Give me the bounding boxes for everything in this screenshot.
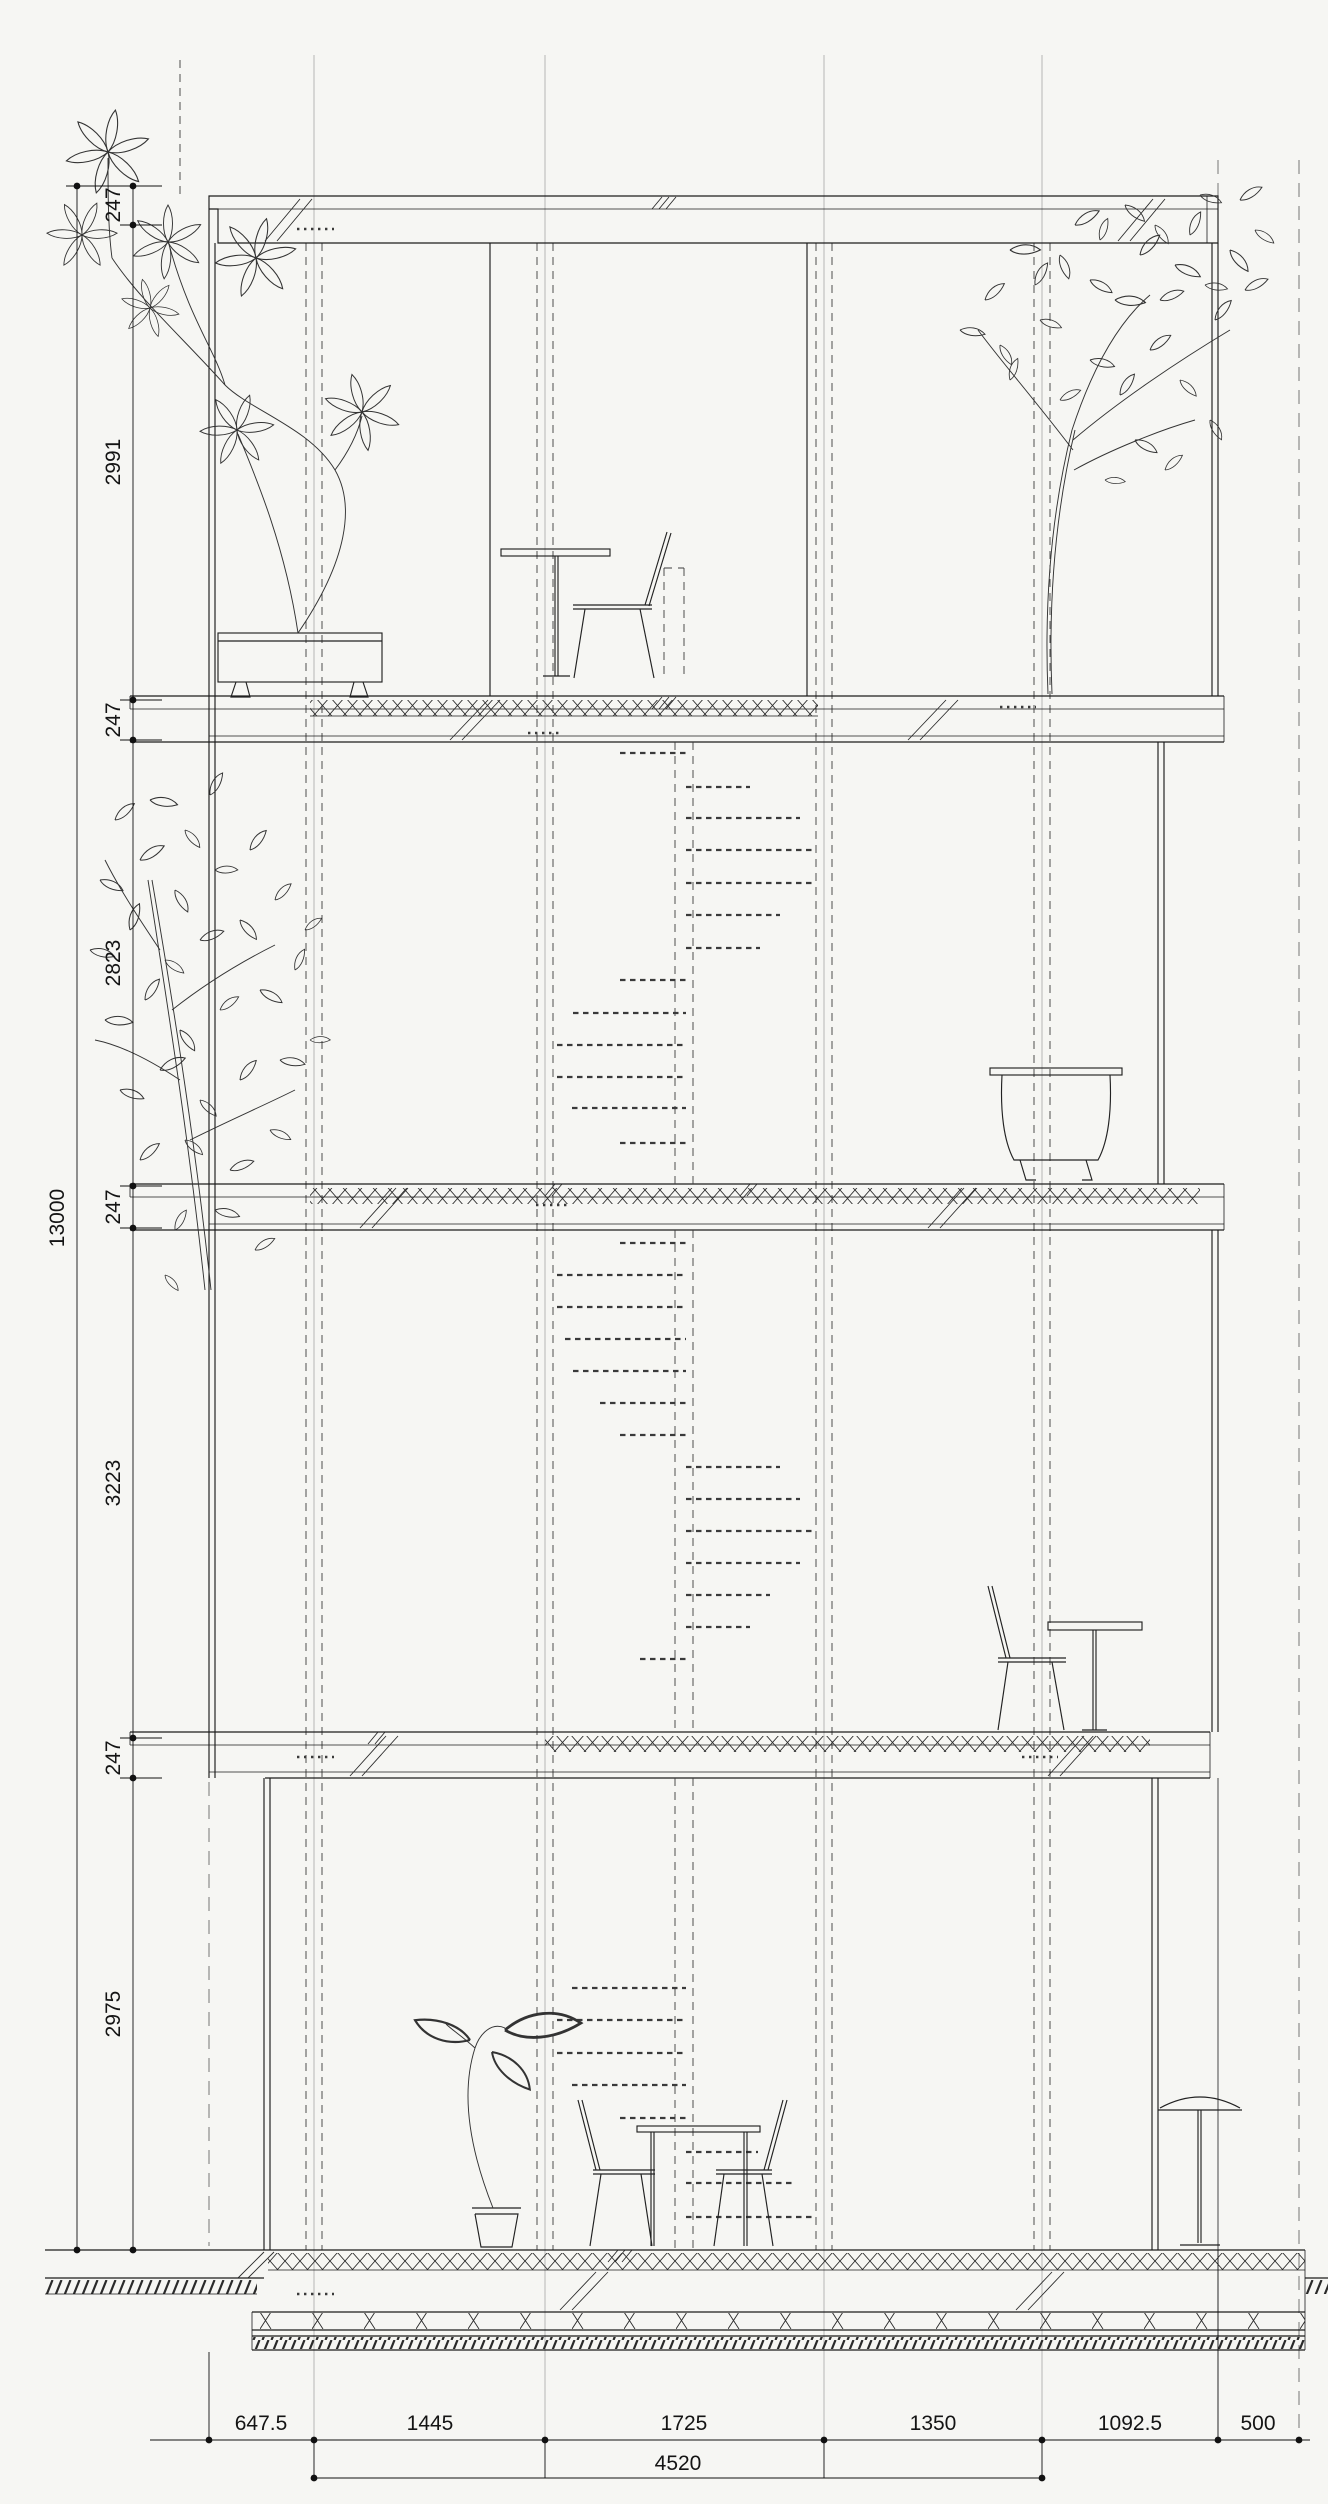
dim-label-v6: 247 [102,1740,125,1776]
dim-label-v1: 2991 [102,438,125,486]
dim-label-v0: 247 [102,187,125,223]
dim-label-v7: 2975 [102,1990,125,2038]
dim-label-v3: 2823 [102,939,125,987]
dim-label-h0: 647.5 [234,2412,288,2435]
dim-label-v2: 247 [102,702,125,738]
dim-label-overall-height: 13000 [46,1188,69,1248]
dim-label-subtotal: 4520 [654,2452,702,2475]
dim-label-h4: 1092.5 [1097,2412,1163,2435]
dim-label-h3: 1350 [909,2412,957,2435]
dim-label-h1: 1445 [406,2412,454,2435]
dim-label-h5: 500 [1240,2412,1276,2435]
grade-left [45,2278,264,2294]
dim-label-v4: 247 [102,1189,125,1225]
dim-label-v5: 3223 [102,1459,125,1507]
grade-right [1305,2278,1328,2294]
dim-label-h2: 1725 [660,2412,708,2435]
